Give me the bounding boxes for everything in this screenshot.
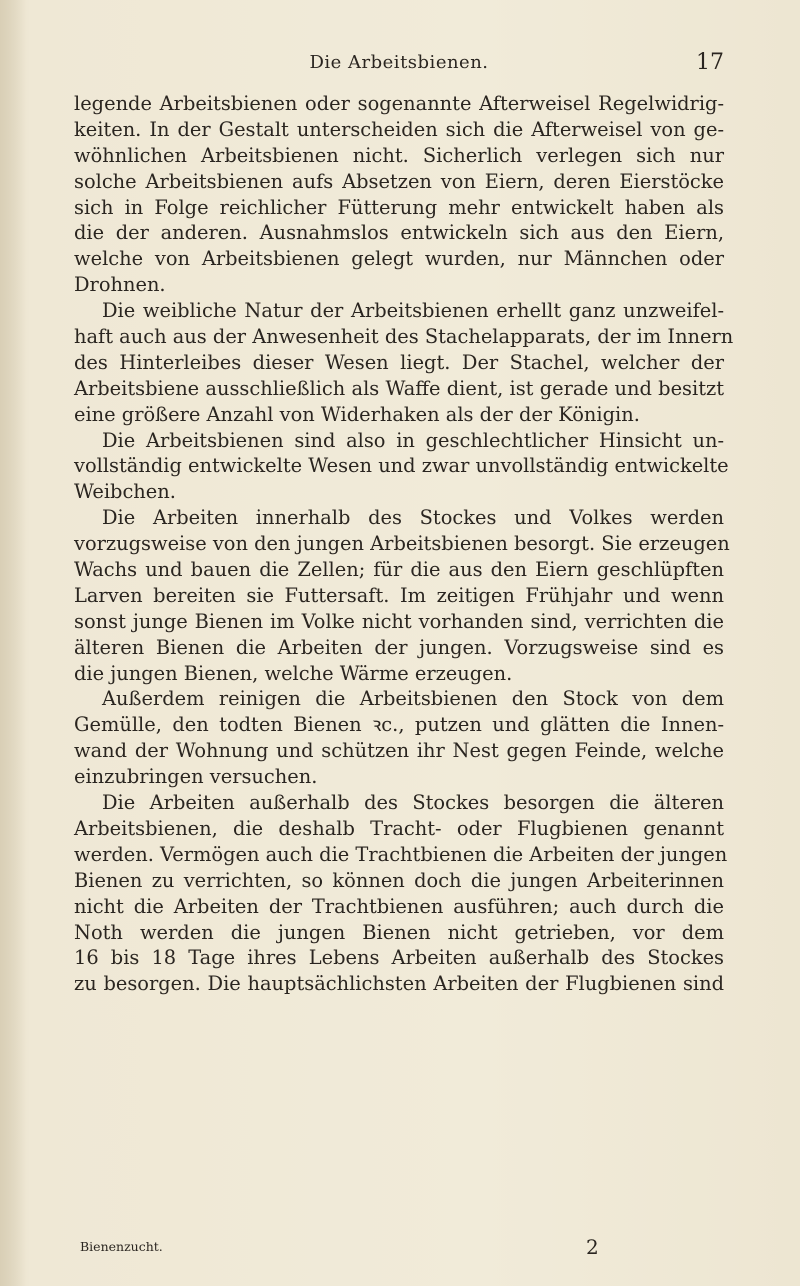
text-line: welche von Arbeitsbienen gelegt wurden, nur Männchen oder	[74, 247, 724, 271]
running-head: Die Arbeitsbienen.	[309, 52, 489, 73]
text-line: Noth werden die jungen Bienen nicht getrieben, vor dem	[74, 920, 724, 944]
text-line: des Hinterleibes dieser Wesen liegt. Der Stachel, welcher der	[74, 350, 724, 374]
text-line: zu besorgen. Die hauptsächlichsten Arbeiten der Flugbienen sind	[74, 972, 724, 996]
text-line: Gemülle, den todten Bienen ꝛc., putzen und glätten die Innen-	[74, 713, 724, 737]
text-line: einzubringen versuchen.	[74, 765, 318, 789]
text-line: Die Arbeitsbienen sind also in geschlechtlicher Hinsicht un-	[102, 428, 724, 452]
text-line: sonst junge Bienen im Volke nicht vorhanden sind, verrichten die	[74, 609, 724, 633]
text-line: Die weibliche Natur der Arbeitsbienen erhellt ganz unzweifel-	[102, 299, 724, 323]
text-line: Drohnen.	[74, 273, 166, 297]
text-line: legende Arbeitsbienen oder sogenannte Afterweisel Regelwidrig-	[74, 92, 724, 115]
text-line: älteren Bienen die Arbeiten der jungen. Vorzugsweise sind es	[74, 635, 724, 659]
text-line: sich in Folge reichlicher Fütterung mehr entwickelt haben als	[74, 195, 724, 219]
text-line: die jungen Bienen, welche Wärme erzeugen.	[74, 661, 513, 685]
text-line: Außerdem reinigen die Arbeitsbienen den Stock von dem	[102, 687, 724, 711]
text-line: Arbeitsbiene ausschließlich als Waffe dient, ist gerade und besitzt	[74, 376, 724, 400]
text-line: eine größere Anzahl von Widerhaken als der der Königin.	[74, 402, 640, 426]
text-line: Larven bereiten sie Futtersaft. Im zeitigen Frühjahr und wenn	[74, 583, 724, 607]
signature-mark: Bienenzucht.	[80, 1239, 163, 1254]
text-line: wöhnlichen Arbeitsbienen nicht. Sicherlich verlegen sich nur	[74, 143, 724, 167]
page-gutter-shadow	[0, 0, 26, 1286]
body-text	[74, 91, 734, 997]
text-line: Die Arbeiten außerhalb des Stockes besorgen die älteren	[102, 791, 724, 815]
text-line: Die Arbeiten innerhalb des Stockes und Volkes werden	[102, 506, 724, 530]
text-line: solche Arbeitsbienen aufs Absetzen von Eiern, deren Eierstöcke	[74, 169, 724, 193]
text-line: Arbeitsbienen, die deshalb Tracht- oder Flugbienen genannt	[74, 816, 724, 840]
text-line: Weibchen.	[74, 480, 176, 504]
text-line: haft auch aus der Anwesenheit des Stachelapparats, der im Innern	[74, 325, 734, 349]
text-line: werden. Vermögen auch die Trachtbienen die Arbeiten der jungen	[74, 842, 728, 866]
text-line: vollständig entwickelte Wesen und zwar unvollständig entwickelte	[74, 454, 729, 478]
text-line: nicht die Arbeiten der Trachtbienen ausführen; auch durch die	[74, 894, 724, 918]
text-line: Wachs und bauen die Zellen; für die aus den Eiern geschlüpften	[74, 558, 724, 582]
text-line: die der anderen. Ausnahmslos entwickeln sich aus den Eiern,	[74, 221, 724, 245]
text-line: Bienen zu verrichten, so können doch die jungen Arbeiterinnen	[74, 868, 724, 892]
page-header	[74, 52, 724, 82]
text-line: vorzugsweise von den jungen Arbeitsbienen besorgt. Sie erzeugen	[74, 532, 730, 556]
text-line: wand der Wohnung und schützen ihr Nest gegen Feinde, welche	[74, 739, 724, 763]
page-footer	[74, 1237, 724, 1261]
text-line: keiten. In der Gestalt unterscheiden sich die Afterweisel von ge-	[74, 117, 724, 141]
text-line: 16 bis 18 Tage ihres Lebens Arbeiten außerhalb des Stockes	[74, 946, 724, 970]
page-number: 17	[696, 50, 724, 75]
sheet-number: 2	[586, 1235, 599, 1259]
